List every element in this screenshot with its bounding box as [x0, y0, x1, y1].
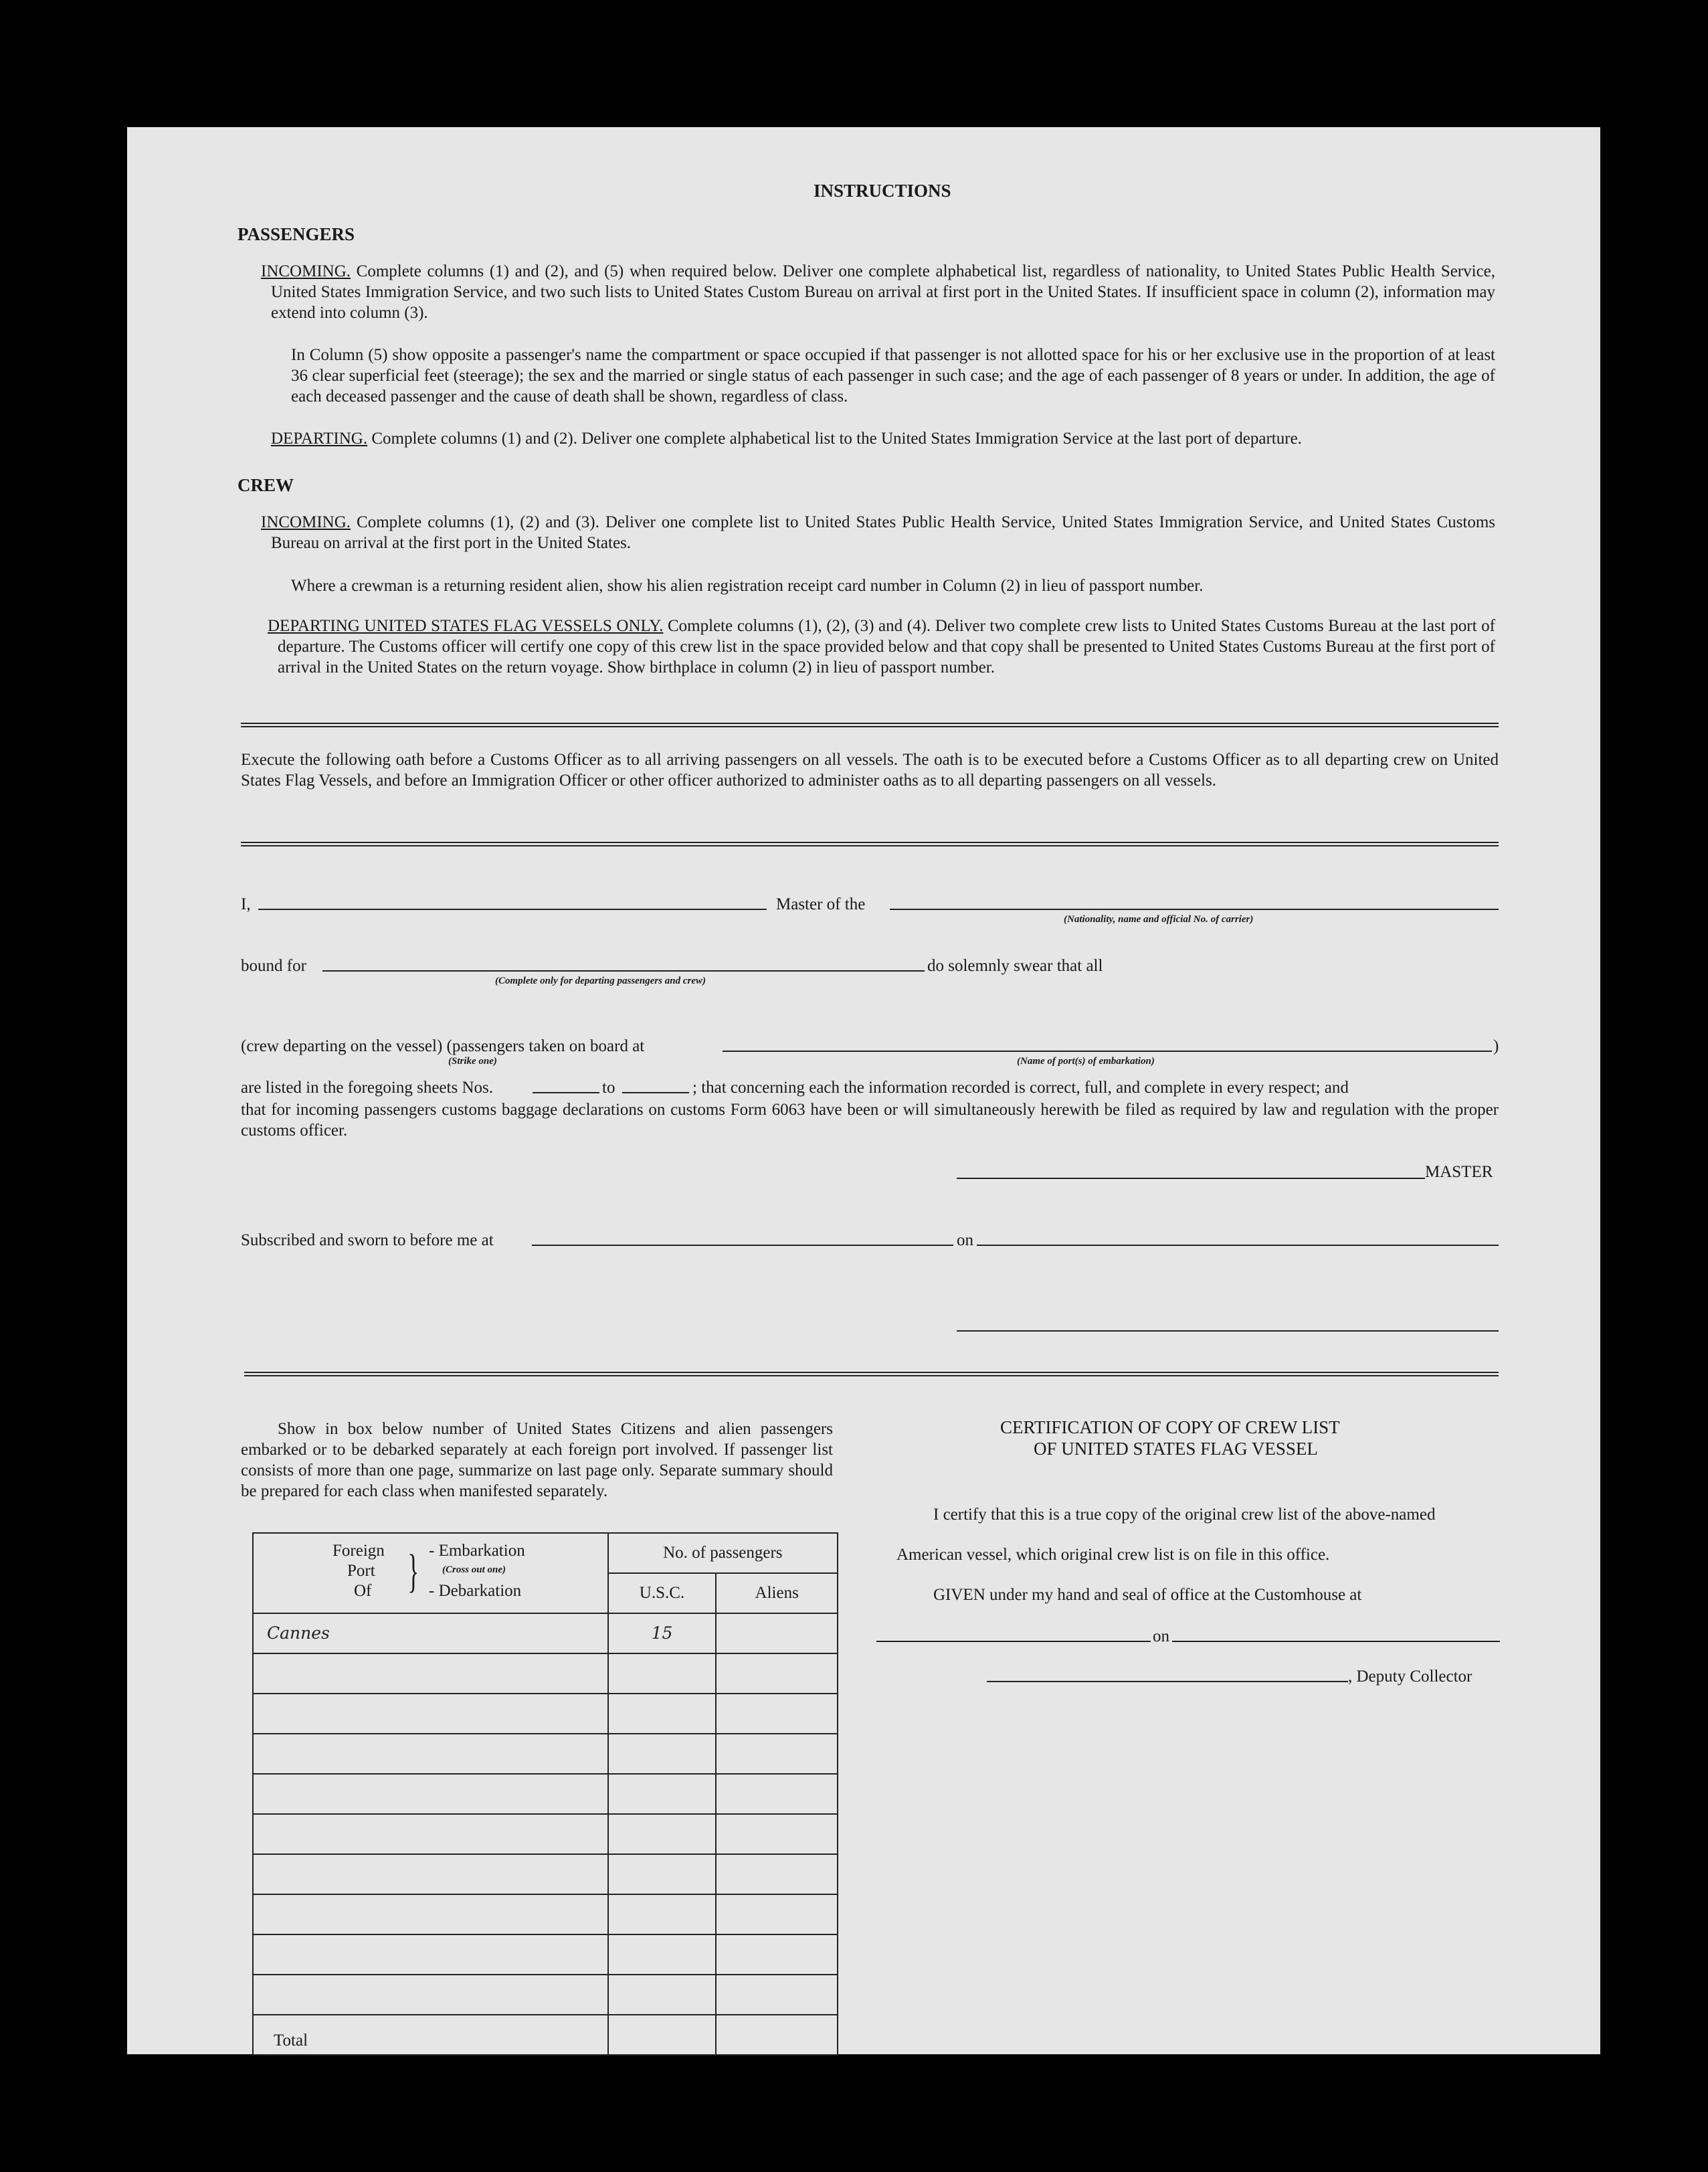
crew-incoming-label: INCOMING. [261, 513, 351, 531]
col-foreign: Foreign [333, 1542, 385, 1560]
certification-title-1: CERTIFICATION OF COPY OF CREW LIST [1000, 1417, 1340, 1437]
usc-cell[interactable] [608, 1894, 717, 1934]
usc-cell[interactable] [608, 1854, 717, 1894]
passengers-incoming-text: Complete columns (1) and (2), and (5) when required below. Deliver one complete alphabetical list, regardless of nationality, to United States Public Health Service, United States Immigration Service, and two such lists to United States Custom Bureau on arrival at first port in the United States. If insufficient space in column (2), information may extend into column (3). [271, 262, 1496, 322]
sheet-to-field[interactable] [622, 1092, 689, 1093]
aliens-cell[interactable] [716, 1814, 838, 1854]
certification-date-field[interactable] [1172, 1641, 1500, 1642]
crew-departing-label: DEPARTING UNITED STATES FLAG VESSELS ONLY. [268, 617, 664, 635]
listed-to-label: to [602, 1079, 615, 1097]
usc-cell[interactable] [608, 1774, 717, 1814]
usc-cell[interactable] [608, 1814, 717, 1854]
officer-signature-field[interactable] [957, 1330, 1499, 1332]
bound-for-label: bound for [241, 957, 306, 975]
port-cell[interactable] [253, 1934, 608, 1975]
usc-cell[interactable]: 15 [608, 1613, 717, 1653]
aliens-cell[interactable] [716, 1694, 838, 1734]
usc-header: U.S.C. [608, 1573, 717, 1613]
port-cell[interactable] [253, 1814, 608, 1854]
oath-intro: Execute the following oath before a Customs Officer as to all arriving passengers on all vessels. The oath is to be executed before a Customs Officer as to all departing crew on United States Flag Vessels, and before an Immigration Officer or other officer authorized to administer oaths as to all departing passengers on all vessels. [241, 751, 1499, 790]
passenger-summary-table [252, 1532, 838, 2056]
aliens-cell[interactable] [716, 1613, 838, 1653]
listed-correct-label: ; that concerning each the information recorded is correct, full, and complete in every respect; and [692, 1079, 1349, 1097]
baggage-declaration-text: that for incoming passengers customs baggage declarations on customs Form 6063 have been or will simultaneously herewith be filed as required by law and regulation with the proper customs officer. [241, 1101, 1499, 1140]
usc-cell[interactable] [608, 1734, 717, 1774]
passengers-heading: PASSENGERS [238, 224, 355, 244]
col-debark: - Debarkation [429, 1582, 522, 1600]
total-usc-cell[interactable] [608, 2015, 717, 2055]
usc-cell[interactable] [608, 1694, 717, 1734]
table-row [253, 1694, 838, 1734]
sworn-date-field[interactable] [977, 1245, 1499, 1246]
port-cell[interactable] [253, 1653, 608, 1694]
master-signature-field[interactable] [957, 1178, 1425, 1179]
no-passengers-header: No. of passengers [608, 1533, 838, 1573]
column5-paragraph: In Column (5) show opposite a passenger's name the compartment or space occupied if that passenger is not allotted space for his or her exclusive use in the proportion of at least 36 clear superficial feet (steerage); the sex and the married or single status of each passenger in such case; and the age of each passenger of 8 years or under. In addition, the age of each deceased passenger and the cause of death shall be shown, regardless of class. [291, 346, 1495, 405]
port-cell[interactable] [253, 1894, 608, 1934]
col-cross: (Cross out one) [442, 1564, 506, 1575]
table-row [253, 1653, 838, 1694]
aliens-cell[interactable] [716, 1734, 838, 1774]
master-name-field[interactable] [258, 909, 767, 910]
passengers-departing-text: Complete columns (1) and (2). Deliver one complete alphabetical list to the United States Immigration Service at the last port of departure. [371, 430, 1302, 448]
aliens-cell[interactable] [716, 1653, 838, 1694]
aliens-cell[interactable] [716, 1774, 838, 1814]
instructions-title: INSTRUCTIONS [814, 181, 951, 201]
aliens-cell[interactable] [716, 1934, 838, 1975]
divider [241, 842, 1499, 846]
summary-header-row [253, 1533, 838, 1573]
carrier-field[interactable] [890, 909, 1499, 910]
customhouse-place-field[interactable] [876, 1641, 1151, 1642]
divider [241, 723, 1499, 727]
close-paren: ) [1493, 1037, 1499, 1055]
col-port: Port [347, 1562, 375, 1580]
form-sheet [127, 127, 1600, 2054]
table-row [253, 1894, 838, 1934]
brace-icon: } [407, 1546, 419, 1597]
port-cell[interactable] [253, 1694, 608, 1734]
total-label: Total [253, 2015, 608, 2055]
certification-line-1: I certify that this is a true copy of the original crew list of the above-named [933, 1506, 1436, 1524]
crew-departing-paragraph [268, 616, 1495, 678]
port-cell[interactable] [253, 1774, 608, 1814]
passengers-incoming-label: INCOMING. [261, 262, 351, 280]
port-cell[interactable] [253, 1975, 608, 2015]
table-row [253, 1854, 838, 1894]
strike-note: (Strike one) [448, 1056, 497, 1067]
port-note: (Name of port(s) of embarkation) [1017, 1056, 1155, 1067]
passengers-departing-paragraph [271, 428, 1495, 449]
master-label: MASTER [1425, 1163, 1493, 1181]
port-cell[interactable] [253, 1854, 608, 1894]
resident-alien-paragraph: Where a crewman is a returning resident alien, show his alien registration receipt card number in Column (2) in lieu of passport number. [291, 577, 1204, 595]
deputy-signature-field[interactable] [987, 1681, 1348, 1682]
crew-departing-text: Complete columns (1), (2), (3) and (4). Deliver two complete crew lists to United States Customs Bureau at the last port of departure. The Customs officer will certify one copy of this crew list in the space provided below and that copy shall be presented to United States Customs Bureau at the first port of arrival in the United States on the return voyage. Show birthplace in column (2) in lieu of passport number. [278, 617, 1495, 676]
usc-cell[interactable] [608, 1934, 717, 1975]
port-cell[interactable]: Cannes [253, 1613, 608, 1653]
port-header-cell [253, 1533, 608, 1613]
bound-for-field[interactable] [322, 970, 925, 972]
usc-cell[interactable] [608, 1975, 717, 2015]
sheet-from-field[interactable] [533, 1092, 599, 1093]
crew-incoming-paragraph [261, 512, 1496, 553]
aliens-cell[interactable] [716, 1894, 838, 1934]
complete-note: (Complete only for departing passengers and crew) [495, 976, 706, 986]
sworn-on-label: on [957, 1231, 973, 1249]
certification-line-2: American vessel, which original crew list is on file in this office. [896, 1546, 1330, 1564]
table-row [253, 1934, 838, 1975]
certification-on-label: on [1153, 1627, 1169, 1645]
master-of-label: Master of the [776, 895, 866, 913]
total-aliens-cell[interactable] [716, 2015, 838, 2055]
total-row [253, 2015, 838, 2055]
aliens-header: Aliens [716, 1573, 838, 1613]
table-row [253, 1734, 838, 1774]
certification-title-2: OF UNITED STATES FLAG VESSEL [1034, 1439, 1318, 1459]
table-row [253, 1613, 838, 1653]
crew-heading: CREW [238, 475, 294, 495]
deputy-collector-label: , Deputy Collector [1348, 1667, 1473, 1686]
listed-sheets-label: are listed in the foregoing sheets Nos. [241, 1079, 493, 1097]
divider [244, 1372, 1499, 1376]
col-of: Of [354, 1582, 372, 1600]
passengers-departing-label: DEPARTING. [271, 430, 368, 448]
table-row [253, 1975, 838, 2015]
embarkation-port-field[interactable] [723, 1051, 1492, 1052]
oath-i-label: I, [241, 895, 251, 913]
nationality-note: (Nationality, name and official No. of carrier) [1064, 914, 1254, 925]
passengers-incoming-paragraph [261, 261, 1496, 323]
table-row [253, 1774, 838, 1814]
aliens-cell[interactable] [716, 1854, 838, 1894]
crew-departing-label: (crew departing on the vessel) (passengers taken on board at [241, 1037, 645, 1055]
table-row [253, 1814, 838, 1854]
port-cell[interactable] [253, 1734, 608, 1774]
certification-line-3: GIVEN under my hand and seal of office at the Customhouse at [933, 1586, 1362, 1604]
swear-label: do solemnly swear that all [927, 957, 1103, 975]
aliens-cell[interactable] [716, 1975, 838, 2015]
subscribed-label: Subscribed and sworn to before me at [241, 1231, 494, 1249]
summary-intro: Show in box below number of United States Citizens and alien passengers embarked or to be debarked separately at each foreign port involved. If passenger list consists of more than one page, summarize on last page only. Separate summary should be prepared for each class when manifested separately. [241, 1420, 833, 1500]
usc-cell[interactable] [608, 1653, 717, 1694]
col-embark: - Embarkation [429, 1542, 525, 1560]
sworn-place-field[interactable] [532, 1245, 953, 1246]
crew-incoming-text: Complete columns (1), (2) and (3). Deliver one complete list to United States Public Health Service, United States Immigration Service, and United States Customs Bureau on arrival at the first port in the United States. [271, 513, 1496, 552]
